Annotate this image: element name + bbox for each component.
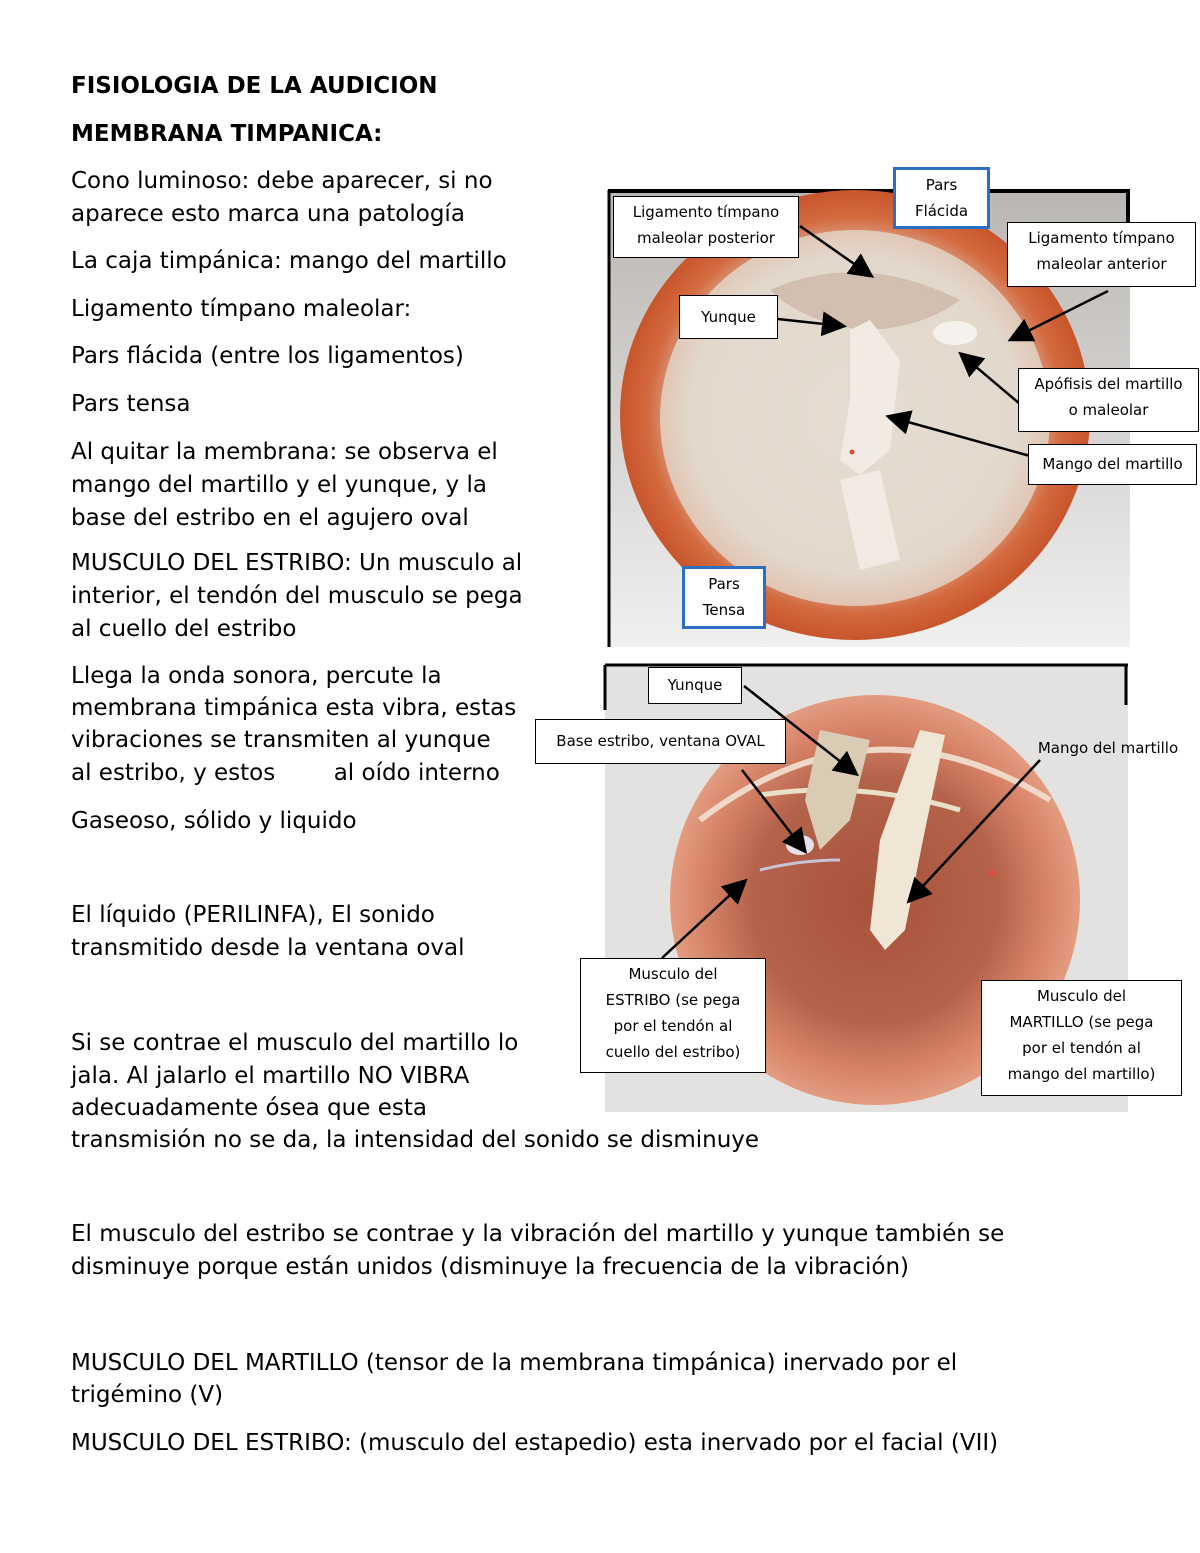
umbo-dot xyxy=(850,450,855,455)
label-yunque-2: Yunque xyxy=(648,667,742,704)
label-pars-flacida xyxy=(893,167,990,229)
paragraph-line: MUSCULO DEL MARTILLO (tensor de la membrana timpánica) inervado por el xyxy=(71,1350,958,1376)
paragraph-line: MUSCULO DEL ESTRIBO: (musculo del estapedio) esta inervado por el facial (VII) xyxy=(71,1430,999,1456)
label-line: Tensa xyxy=(702,601,746,619)
paragraph-line: Al quitar la membrana: se observa el xyxy=(71,439,498,465)
paragraph-line: mango del martillo y el yunque, y la xyxy=(71,472,487,498)
paragraph-line: Si se contrae el musculo del martillo lo xyxy=(71,1030,519,1056)
paragraph-line: adecuadamente ósea que esta xyxy=(71,1095,427,1121)
label-line: Musculo del xyxy=(1036,987,1127,1005)
paragraph-line: Cono luminoso: debe aparecer, si no xyxy=(71,168,493,194)
label-apofisis xyxy=(1018,368,1199,432)
paragraph-line: MUSCULO DEL ESTRIBO: Un musculo al xyxy=(71,550,523,576)
cavity-dot xyxy=(989,870,995,876)
paragraph-line: base del estribo en el agujero oval xyxy=(71,505,469,531)
page-title: FISIOLOGIA DE LA AUDICION xyxy=(71,73,438,99)
paragraph-line: disminuye porque están unidos (disminuye la frecuencia de la vibración) xyxy=(71,1254,910,1280)
paragraph-line: interior, el tendón del musculo se pega xyxy=(71,583,523,609)
label-musculo-martillo xyxy=(981,980,1182,1096)
label-line: MARTILLO (se pega xyxy=(1009,1013,1154,1031)
label-lig-anterior xyxy=(1007,222,1196,287)
label-lig-posterior xyxy=(613,196,799,258)
paragraph-line: vibraciones se transmiten al yunque xyxy=(71,727,491,753)
paragraph-line: al cuello del estribo xyxy=(71,616,297,642)
paragraph-line: transmitido desde la ventana oval xyxy=(71,935,465,961)
paragraph-line: aparece esto marca una patología xyxy=(71,201,465,227)
paragraph-line: Llega la onda sonora, percute la xyxy=(71,663,442,689)
label-line: Flácida xyxy=(914,202,969,220)
paragraph-line: El líquido (PERILINFA), El sonido xyxy=(71,902,435,928)
paragraph-line: Pars flácida (entre los ligamentos) xyxy=(71,343,464,369)
paragraph-line: Gaseoso, sólido y liquido xyxy=(71,808,357,834)
label-line: mango del martillo) xyxy=(1007,1065,1156,1083)
paragraph-line: trigémino (V) xyxy=(71,1382,224,1408)
label-pars-tensa xyxy=(682,566,766,629)
label-mango-2: Mango del martillo xyxy=(1037,739,1179,757)
label-line: Ligamento tímpano xyxy=(632,203,780,221)
label-line: o maleolar xyxy=(1068,401,1149,419)
paragraph-line: La caja timpánica: mango del martillo xyxy=(71,248,507,274)
label-line: Ligamento tímpano xyxy=(1028,229,1175,247)
label-line: maleolar posterior xyxy=(637,229,775,247)
label-line: por el tendón al xyxy=(1022,1039,1141,1057)
paragraph-line: jala. Al jalarlo el martillo NO VIBRA xyxy=(71,1063,470,1089)
label-yunque: Yunque xyxy=(679,295,778,339)
paragraph-line: al estribo, y estos al oído interno xyxy=(71,760,500,786)
label-line: por el tendón al xyxy=(613,1017,733,1035)
label-line: Pars xyxy=(925,176,958,194)
paragraph-line: membrana timpánica esta vibra, estas xyxy=(71,695,517,721)
section-heading: MEMBRANA TIMPANICA: xyxy=(71,121,383,147)
lateral-process xyxy=(933,321,977,345)
paragraph-line: Pars tensa xyxy=(71,391,191,417)
label-line: Apófisis del martillo xyxy=(1034,375,1183,393)
label-line: Musculo del xyxy=(628,965,718,983)
label-base-estribo: Base estribo, ventana OVAL xyxy=(535,719,786,764)
paragraph-line: Ligamento tímpano maleolar: xyxy=(71,296,412,322)
label-line: ESTRIBO (se pega xyxy=(605,991,741,1009)
paragraph-line: El musculo del estribo se contrae y la vibración del martillo y yunque también se xyxy=(71,1221,1005,1247)
label-line: maleolar anterior xyxy=(1036,255,1167,273)
label-line: cuello del estribo) xyxy=(605,1043,741,1061)
paragraph-line: transmisión no se da, la intensidad del sonido se disminuye xyxy=(71,1127,760,1153)
label-line: Pars xyxy=(708,575,740,593)
label-mango: Mango del martillo xyxy=(1028,444,1197,485)
label-musculo-estribo xyxy=(580,958,766,1073)
